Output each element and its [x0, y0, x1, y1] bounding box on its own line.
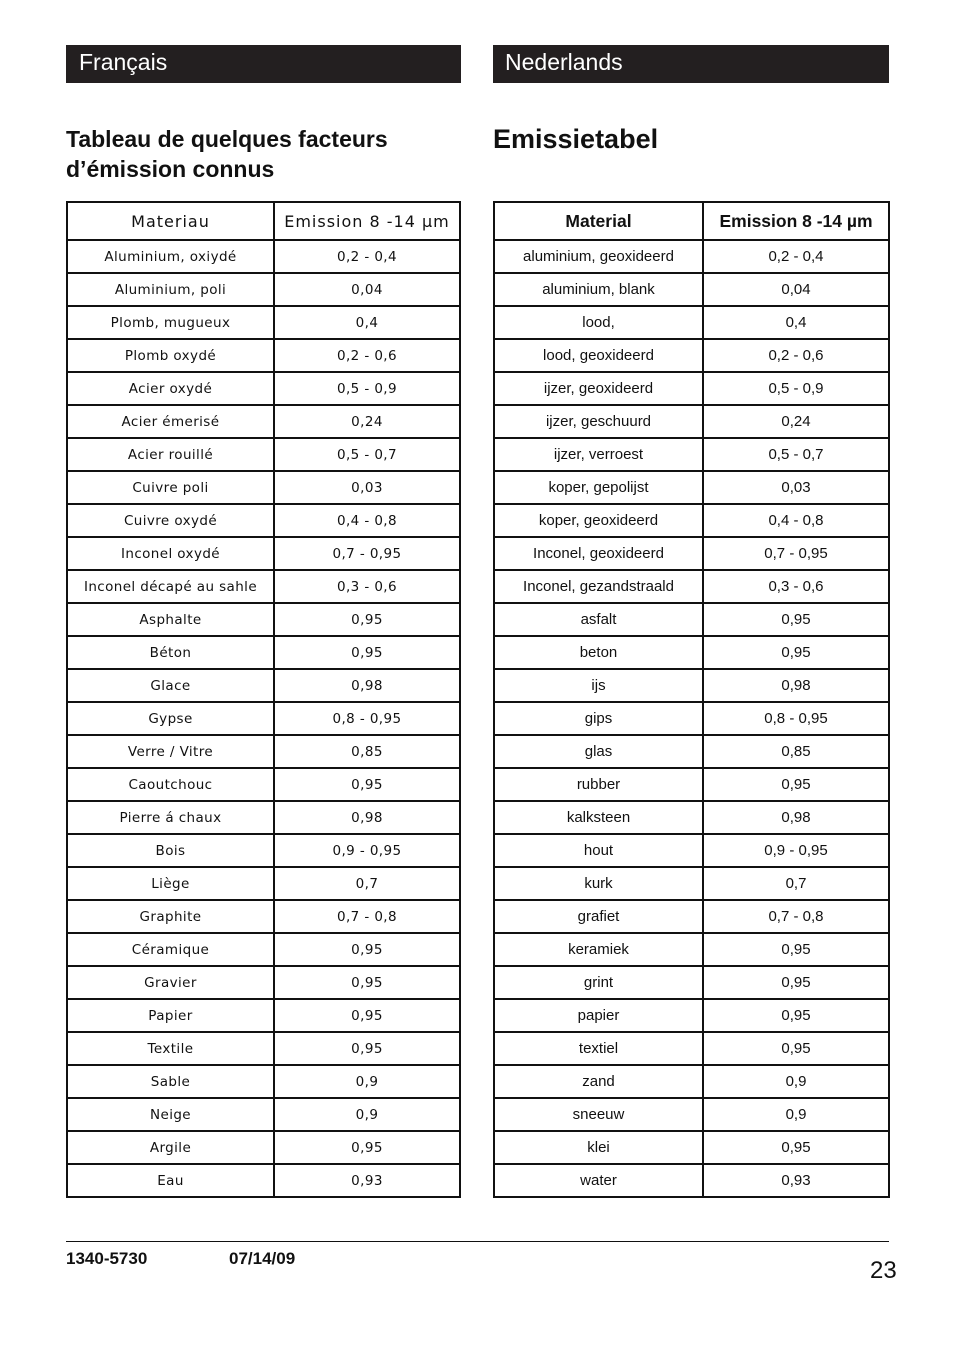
table-row: [494, 768, 889, 801]
emission-cell: 0,95: [274, 1131, 460, 1164]
material-cell: Papier: [67, 999, 274, 1032]
emission-cell: 0,95: [703, 933, 889, 966]
material-cell: klei: [494, 1131, 703, 1164]
material-cell: papier: [494, 999, 703, 1032]
emission-cell: 0,24: [274, 405, 460, 438]
emission-cell: 0,4 - 0,8: [274, 504, 460, 537]
material-cell: grafiet: [494, 900, 703, 933]
emission-cell: 0,4: [274, 306, 460, 339]
emission-cell: 0,5 - 0,7: [274, 438, 460, 471]
table-row: [494, 1065, 889, 1098]
material-cell: Aluminium, poli: [67, 273, 274, 306]
table-row: [494, 372, 889, 405]
table-row: [494, 867, 889, 900]
emission-cell: 0,98: [703, 801, 889, 834]
table-row: [67, 1065, 460, 1098]
material-cell: Pierre á chaux: [67, 801, 274, 834]
emission-cell: 0,95: [703, 999, 889, 1032]
emission-cell: 0,95: [274, 636, 460, 669]
language-header-francais: Français: [66, 45, 461, 83]
emission-cell: 0,95: [274, 603, 460, 636]
table-row: [67, 966, 460, 999]
emission-cell: 0,95: [703, 966, 889, 999]
material-cell: Gypse: [67, 702, 274, 735]
material-cell: asfalt: [494, 603, 703, 636]
emission-cell: 0,2 - 0,6: [703, 339, 889, 372]
table-row: [67, 1098, 460, 1131]
material-cell: rubber: [494, 768, 703, 801]
material-cell: Glace: [67, 669, 274, 702]
table-row: [67, 504, 460, 537]
emission-cell: 0,8 - 0,95: [703, 702, 889, 735]
table-row: [494, 471, 889, 504]
table-row: [67, 405, 460, 438]
table-row: [494, 999, 889, 1032]
emission-cell: 0,3 - 0,6: [274, 570, 460, 603]
table-row: [494, 669, 889, 702]
table-row: [494, 933, 889, 966]
table-row: [494, 1131, 889, 1164]
material-cell: Textile: [67, 1032, 274, 1065]
emission-cell: 0,95: [703, 768, 889, 801]
emission-cell: 0,4 - 0,8: [703, 504, 889, 537]
table-row: [494, 504, 889, 537]
material-cell: Asphalte: [67, 603, 274, 636]
material-cell: Plomb, mugueux: [67, 306, 274, 339]
emission-cell: 0,93: [703, 1164, 889, 1197]
table-row: [494, 1032, 889, 1065]
material-cell: ijs: [494, 669, 703, 702]
table-row: [67, 603, 460, 636]
table-row: [494, 240, 889, 273]
material-cell: Caoutchouc: [67, 768, 274, 801]
emission-cell: 0,9: [274, 1098, 460, 1131]
material-cell: keramiek: [494, 933, 703, 966]
table-body: [494, 240, 889, 1197]
emission-cell: 0,7 - 0,8: [274, 900, 460, 933]
material-cell: lood, geoxideerd: [494, 339, 703, 372]
material-cell: ijzer, geschuurd: [494, 405, 703, 438]
table-row: [67, 240, 460, 273]
document-number: 1340-5730: [66, 1249, 148, 1268]
emission-cell: 0,03: [274, 471, 460, 504]
material-cell: Inconel oxydé: [67, 537, 274, 570]
page-number: 23: [870, 1257, 897, 1284]
emission-cell: 0,7 - 0,95: [274, 537, 460, 570]
table-row: [494, 636, 889, 669]
material-cell: Gravier: [67, 966, 274, 999]
table-row: [494, 438, 889, 471]
material-cell: Acier émerisé: [67, 405, 274, 438]
table-row: [67, 372, 460, 405]
emission-cell: 0,98: [274, 801, 460, 834]
material-cell: Verre / Vitre: [67, 735, 274, 768]
table-row: [494, 702, 889, 735]
table-row: [67, 735, 460, 768]
emission-cell: 0,2 - 0,6: [274, 339, 460, 372]
emission-cell: 0,9 - 0,95: [274, 834, 460, 867]
material-cell: Cuivre oxydé: [67, 504, 274, 537]
emission-cell: 0,98: [274, 669, 460, 702]
material-cell: aluminium, blank: [494, 273, 703, 306]
material-cell: Inconel décapé au sahle: [67, 570, 274, 603]
emission-cell: 0,95: [703, 1032, 889, 1065]
material-cell: sneeuw: [494, 1098, 703, 1131]
material-cell: Inconel, gezandstraald: [494, 570, 703, 603]
material-cell: ijzer, geoxideerd: [494, 372, 703, 405]
emission-cell: 0,9 - 0,95: [703, 834, 889, 867]
table-row: [494, 537, 889, 570]
material-cell: Cuivre poli: [67, 471, 274, 504]
emission-cell: 0,95: [274, 768, 460, 801]
material-cell: Neige: [67, 1098, 274, 1131]
table-row: [67, 801, 460, 834]
footer-divider: [66, 1241, 889, 1242]
table-row: [67, 1164, 460, 1197]
material-cell: Argile: [67, 1131, 274, 1164]
material-cell: Graphite: [67, 900, 274, 933]
table-row: [67, 900, 460, 933]
emission-cell: 0,7 - 0,95: [703, 537, 889, 570]
emission-cell: 0,04: [703, 273, 889, 306]
column-header-material: Material: [494, 202, 703, 240]
material-cell: Acier oxydé: [67, 372, 274, 405]
section-title-nederlands: Emissietabel: [493, 124, 659, 154]
emission-cell: 0,7: [274, 867, 460, 900]
emission-cell: 0,85: [703, 735, 889, 768]
table-row: [67, 570, 460, 603]
table-row: [67, 537, 460, 570]
emission-cell: 0,9: [703, 1065, 889, 1098]
table-row: [494, 339, 889, 372]
table-row: [67, 471, 460, 504]
emission-cell: 0,8 - 0,95: [274, 702, 460, 735]
table-row: [67, 768, 460, 801]
table-row: [494, 273, 889, 306]
table-row: [494, 306, 889, 339]
table-row: [67, 933, 460, 966]
material-cell: lood,: [494, 306, 703, 339]
emission-cell: 0,95: [703, 636, 889, 669]
table-row: [494, 900, 889, 933]
emission-cell: 0,95: [274, 1032, 460, 1065]
material-cell: Acier rouillé: [67, 438, 274, 471]
emission-cell: 0,95: [274, 933, 460, 966]
material-cell: beton: [494, 636, 703, 669]
table-row: [67, 306, 460, 339]
table-row: [67, 1032, 460, 1065]
table-row: [494, 801, 889, 834]
material-cell: grint: [494, 966, 703, 999]
emission-cell: 0,4: [703, 306, 889, 339]
material-cell: aluminium, geoxideerd: [494, 240, 703, 273]
material-cell: ijzer, verroest: [494, 438, 703, 471]
material-cell: hout: [494, 834, 703, 867]
emission-cell: 0,2 - 0,4: [703, 240, 889, 273]
table-row: [67, 834, 460, 867]
material-cell: Plomb oxydé: [67, 339, 274, 372]
table-header-row: [494, 202, 889, 240]
emission-cell: 0,24: [703, 405, 889, 438]
table-row: [67, 273, 460, 306]
material-cell: Céramique: [67, 933, 274, 966]
language-header-nederlands: Nederlands: [493, 45, 889, 83]
document-date: 07/14/09: [229, 1249, 296, 1268]
table-row: [494, 834, 889, 867]
table-row: [67, 438, 460, 471]
emission-cell: 0,9: [274, 1065, 460, 1098]
material-cell: zand: [494, 1065, 703, 1098]
emission-cell: 0,95: [703, 1131, 889, 1164]
material-cell: koper, geoxideerd: [494, 504, 703, 537]
emission-cell: 0,95: [703, 603, 889, 636]
material-cell: glas: [494, 735, 703, 768]
material-cell: textiel: [494, 1032, 703, 1065]
emission-cell: 0,5 - 0,9: [703, 372, 889, 405]
table-row: [494, 603, 889, 636]
emission-cell: 0,3 - 0,6: [703, 570, 889, 603]
table-row: [494, 966, 889, 999]
material-cell: kurk: [494, 867, 703, 900]
material-cell: koper, gepolijst: [494, 471, 703, 504]
material-cell: kalksteen: [494, 801, 703, 834]
column-header-emission: Emission 8 -14 µm: [703, 202, 889, 240]
emission-cell: 0,7: [703, 867, 889, 900]
table-row: [67, 702, 460, 735]
emission-table-nederlands: [493, 201, 890, 1198]
material-cell: Béton: [67, 636, 274, 669]
table-row: [67, 1131, 460, 1164]
material-cell: Aluminium, oxiydé: [67, 240, 274, 273]
table-row: [494, 1098, 889, 1131]
emission-cell: 0,03: [703, 471, 889, 504]
table-row: [494, 1164, 889, 1197]
table-row: [67, 636, 460, 669]
emission-cell: 0,95: [274, 999, 460, 1032]
emission-cell: 0,9: [703, 1098, 889, 1131]
table-row: [67, 999, 460, 1032]
table-row: [67, 867, 460, 900]
material-cell: Sable: [67, 1065, 274, 1098]
emission-cell: 0,5 - 0,9: [274, 372, 460, 405]
material-cell: Bois: [67, 834, 274, 867]
material-cell: gips: [494, 702, 703, 735]
material-cell: Eau: [67, 1164, 274, 1197]
emission-cell: 0,5 - 0,7: [703, 438, 889, 471]
table-header-row: [67, 202, 460, 240]
emission-cell: 0,04: [274, 273, 460, 306]
material-cell: Inconel, geoxideerd: [494, 537, 703, 570]
emission-cell: 0,98: [703, 669, 889, 702]
table-body: [67, 240, 460, 1197]
material-cell: Liège: [67, 867, 274, 900]
emission-table-francais: [66, 201, 461, 1198]
table-row: [494, 570, 889, 603]
table-row: [67, 669, 460, 702]
emission-cell: 0,2 - 0,4: [274, 240, 460, 273]
emission-cell: 0,93: [274, 1164, 460, 1197]
material-cell: water: [494, 1164, 703, 1197]
table-row: [494, 735, 889, 768]
column-header-material: Materiau: [67, 202, 274, 240]
emission-cell: 0,7 - 0,8: [703, 900, 889, 933]
emission-cell: 0,85: [274, 735, 460, 768]
table-row: [494, 405, 889, 438]
section-title-francais: Tableau de quelques facteurs d’émission connus: [66, 126, 388, 182]
emission-cell: 0,95: [274, 966, 460, 999]
table-row: [67, 339, 460, 372]
column-header-emission: Emission 8 -14 µm: [274, 202, 460, 240]
